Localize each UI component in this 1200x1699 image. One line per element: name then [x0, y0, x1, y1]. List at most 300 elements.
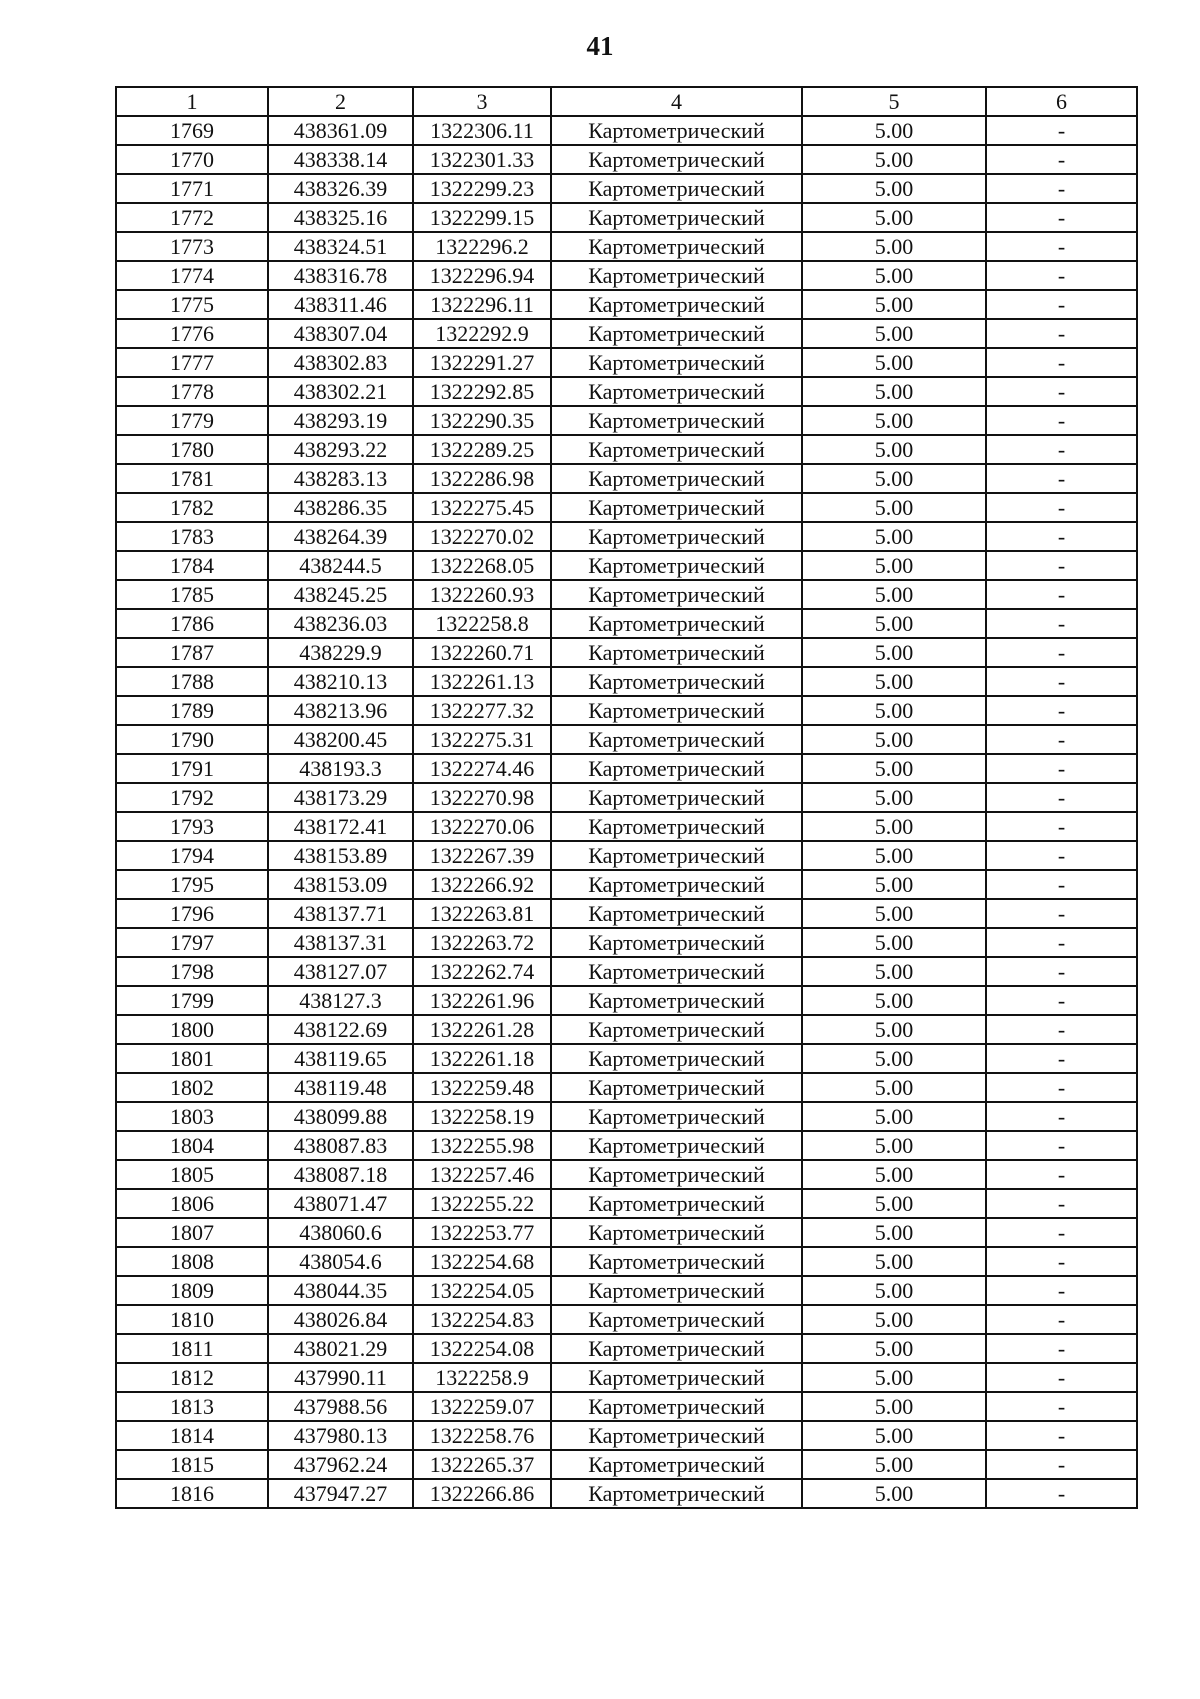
- y-coordinate-cell: 1322261.18: [413, 1044, 551, 1073]
- point-number-cell: 1795: [116, 870, 268, 899]
- description-cell: -: [986, 1334, 1137, 1363]
- method-cell: Картометрический: [551, 145, 802, 174]
- x-coordinate-cell: 438071.47: [268, 1189, 413, 1218]
- y-coordinate-cell: 1322290.35: [413, 406, 551, 435]
- accuracy-cell: 5.00: [802, 986, 986, 1015]
- x-coordinate-cell: 438122.69: [268, 1015, 413, 1044]
- description-cell: -: [986, 522, 1137, 551]
- accuracy-cell: 5.00: [802, 319, 986, 348]
- accuracy-cell: 5.00: [802, 754, 986, 783]
- point-number-cell: 1815: [116, 1450, 268, 1479]
- x-coordinate-cell: 438302.83: [268, 348, 413, 377]
- method-cell: Картометрический: [551, 609, 802, 638]
- method-cell: Картометрический: [551, 1044, 802, 1073]
- x-coordinate-cell: 438119.48: [268, 1073, 413, 1102]
- table-row: [116, 145, 1137, 174]
- y-coordinate-cell: 1322253.77: [413, 1218, 551, 1247]
- method-cell: Картометрический: [551, 812, 802, 841]
- accuracy-cell: 5.00: [802, 928, 986, 957]
- table-row: [116, 1334, 1137, 1363]
- description-cell: -: [986, 667, 1137, 696]
- point-number-cell: 1793: [116, 812, 268, 841]
- method-cell: Картометрический: [551, 1247, 802, 1276]
- table-row: [116, 986, 1137, 1015]
- accuracy-cell: 5.00: [802, 783, 986, 812]
- point-number-cell: 1770: [116, 145, 268, 174]
- x-coordinate-cell: 438210.13: [268, 667, 413, 696]
- point-number-cell: 1813: [116, 1392, 268, 1421]
- method-cell: Картометрический: [551, 841, 802, 870]
- point-number-cell: 1790: [116, 725, 268, 754]
- x-coordinate-cell: 438325.16: [268, 203, 413, 232]
- accuracy-cell: 5.00: [802, 899, 986, 928]
- table-row: [116, 812, 1137, 841]
- method-cell: Картометрический: [551, 261, 802, 290]
- method-cell: Картометрический: [551, 928, 802, 957]
- accuracy-cell: 5.00: [802, 870, 986, 899]
- description-cell: -: [986, 841, 1137, 870]
- table-row: [116, 696, 1137, 725]
- table-row: [116, 783, 1137, 812]
- accuracy-cell: 5.00: [802, 1450, 986, 1479]
- table-header-row: [116, 87, 1137, 116]
- description-cell: -: [986, 493, 1137, 522]
- accuracy-cell: 5.00: [802, 1479, 986, 1508]
- point-number-cell: 1811: [116, 1334, 268, 1363]
- method-cell: Картометрический: [551, 957, 802, 986]
- accuracy-cell: 5.00: [802, 1044, 986, 1073]
- x-coordinate-cell: 438193.3: [268, 754, 413, 783]
- point-number-cell: 1774: [116, 261, 268, 290]
- y-coordinate-cell: 1322255.98: [413, 1131, 551, 1160]
- header-cell-3: 3: [413, 87, 551, 116]
- x-coordinate-cell: 438087.18: [268, 1160, 413, 1189]
- accuracy-cell: 5.00: [802, 1334, 986, 1363]
- x-coordinate-cell: 438316.78: [268, 261, 413, 290]
- x-coordinate-cell: 437990.11: [268, 1363, 413, 1392]
- x-coordinate-cell: 438173.29: [268, 783, 413, 812]
- x-coordinate-cell: 438021.29: [268, 1334, 413, 1363]
- y-coordinate-cell: 1322258.19: [413, 1102, 551, 1131]
- table-row: [116, 1073, 1137, 1102]
- accuracy-cell: 5.00: [802, 348, 986, 377]
- accuracy-cell: 5.00: [802, 580, 986, 609]
- table-row: [116, 493, 1137, 522]
- y-coordinate-cell: 1322255.22: [413, 1189, 551, 1218]
- point-number-cell: 1801: [116, 1044, 268, 1073]
- description-cell: -: [986, 899, 1137, 928]
- table-row: [116, 1305, 1137, 1334]
- table-row: [116, 957, 1137, 986]
- point-number-cell: 1772: [116, 203, 268, 232]
- description-cell: -: [986, 232, 1137, 261]
- y-coordinate-cell: 1322289.25: [413, 435, 551, 464]
- y-coordinate-cell: 1322296.2: [413, 232, 551, 261]
- point-number-cell: 1794: [116, 841, 268, 870]
- y-coordinate-cell: 1322268.05: [413, 551, 551, 580]
- y-coordinate-cell: 1322254.83: [413, 1305, 551, 1334]
- method-cell: Картометрический: [551, 1218, 802, 1247]
- coordinates-table: [115, 86, 1138, 1509]
- description-cell: -: [986, 725, 1137, 754]
- description-cell: -: [986, 1102, 1137, 1131]
- method-cell: Картометрический: [551, 754, 802, 783]
- method-cell: Картометрический: [551, 1363, 802, 1392]
- accuracy-cell: 5.00: [802, 696, 986, 725]
- table-row: [116, 580, 1137, 609]
- point-number-cell: 1784: [116, 551, 268, 580]
- method-cell: Картометрический: [551, 899, 802, 928]
- accuracy-cell: 5.00: [802, 1247, 986, 1276]
- point-number-cell: 1778: [116, 377, 268, 406]
- description-cell: -: [986, 1363, 1137, 1392]
- y-coordinate-cell: 1322261.96: [413, 986, 551, 1015]
- x-coordinate-cell: 438229.9: [268, 638, 413, 667]
- accuracy-cell: 5.00: [802, 464, 986, 493]
- accuracy-cell: 5.00: [802, 1189, 986, 1218]
- point-number-cell: 1805: [116, 1160, 268, 1189]
- table-row: [116, 203, 1137, 232]
- point-number-cell: 1776: [116, 319, 268, 348]
- point-number-cell: 1810: [116, 1305, 268, 1334]
- point-number-cell: 1792: [116, 783, 268, 812]
- header-cell-4: 4: [551, 87, 802, 116]
- description-cell: -: [986, 348, 1137, 377]
- description-cell: -: [986, 551, 1137, 580]
- method-cell: Картометрический: [551, 870, 802, 899]
- table-row: [116, 725, 1137, 754]
- y-coordinate-cell: 1322296.11: [413, 290, 551, 319]
- x-coordinate-cell: 438244.5: [268, 551, 413, 580]
- y-coordinate-cell: 1322270.06: [413, 812, 551, 841]
- y-coordinate-cell: 1322292.9: [413, 319, 551, 348]
- table-row: [116, 1421, 1137, 1450]
- y-coordinate-cell: 1322258.76: [413, 1421, 551, 1450]
- method-cell: Картометрический: [551, 1131, 802, 1160]
- table-row: [116, 1189, 1137, 1218]
- x-coordinate-cell: 438293.19: [268, 406, 413, 435]
- table-row: [116, 1218, 1137, 1247]
- point-number-cell: 1787: [116, 638, 268, 667]
- point-number-cell: 1814: [116, 1421, 268, 1450]
- table-row: [116, 609, 1137, 638]
- description-cell: -: [986, 1015, 1137, 1044]
- table-row: [116, 435, 1137, 464]
- description-cell: -: [986, 145, 1137, 174]
- x-coordinate-cell: 438127.07: [268, 957, 413, 986]
- accuracy-cell: 5.00: [802, 493, 986, 522]
- x-coordinate-cell: 438054.6: [268, 1247, 413, 1276]
- point-number-cell: 1816: [116, 1479, 268, 1508]
- method-cell: Картометрический: [551, 435, 802, 464]
- y-coordinate-cell: 1322265.37: [413, 1450, 551, 1479]
- point-number-cell: 1802: [116, 1073, 268, 1102]
- method-cell: Картометрический: [551, 783, 802, 812]
- table-row: [116, 464, 1137, 493]
- description-cell: -: [986, 435, 1137, 464]
- y-coordinate-cell: 1322260.93: [413, 580, 551, 609]
- point-number-cell: 1788: [116, 667, 268, 696]
- accuracy-cell: 5.00: [802, 377, 986, 406]
- table-row: [116, 638, 1137, 667]
- x-coordinate-cell: 438087.83: [268, 1131, 413, 1160]
- method-cell: Картометрический: [551, 232, 802, 261]
- y-coordinate-cell: 1322261.13: [413, 667, 551, 696]
- y-coordinate-cell: 1322301.33: [413, 145, 551, 174]
- point-number-cell: 1781: [116, 464, 268, 493]
- method-cell: Картометрический: [551, 290, 802, 319]
- method-cell: Картометрический: [551, 986, 802, 1015]
- point-number-cell: 1799: [116, 986, 268, 1015]
- method-cell: Картометрический: [551, 667, 802, 696]
- method-cell: Картометрический: [551, 377, 802, 406]
- y-coordinate-cell: 1322299.23: [413, 174, 551, 203]
- table-row: [116, 870, 1137, 899]
- point-number-cell: 1773: [116, 232, 268, 261]
- accuracy-cell: 5.00: [802, 812, 986, 841]
- accuracy-cell: 5.00: [802, 1015, 986, 1044]
- table-row: [116, 1160, 1137, 1189]
- accuracy-cell: 5.00: [802, 1073, 986, 1102]
- point-number-cell: 1797: [116, 928, 268, 957]
- accuracy-cell: 5.00: [802, 203, 986, 232]
- x-coordinate-cell: 438172.41: [268, 812, 413, 841]
- y-coordinate-cell: 1322277.32: [413, 696, 551, 725]
- x-coordinate-cell: 438137.31: [268, 928, 413, 957]
- method-cell: Картометрический: [551, 116, 802, 145]
- point-number-cell: 1782: [116, 493, 268, 522]
- table-row: [116, 1276, 1137, 1305]
- accuracy-cell: 5.00: [802, 1276, 986, 1305]
- x-coordinate-cell: 438213.96: [268, 696, 413, 725]
- y-coordinate-cell: 1322267.39: [413, 841, 551, 870]
- method-cell: Картометрический: [551, 1450, 802, 1479]
- description-cell: -: [986, 116, 1137, 145]
- method-cell: Картометрический: [551, 203, 802, 232]
- description-cell: -: [986, 1218, 1137, 1247]
- accuracy-cell: 5.00: [802, 174, 986, 203]
- y-coordinate-cell: 1322254.05: [413, 1276, 551, 1305]
- x-coordinate-cell: 438153.89: [268, 841, 413, 870]
- method-cell: Картометрический: [551, 1189, 802, 1218]
- accuracy-cell: 5.00: [802, 290, 986, 319]
- description-cell: -: [986, 1131, 1137, 1160]
- description-cell: -: [986, 377, 1137, 406]
- point-number-cell: 1789: [116, 696, 268, 725]
- point-number-cell: 1803: [116, 1102, 268, 1131]
- accuracy-cell: 5.00: [802, 1305, 986, 1334]
- point-number-cell: 1771: [116, 174, 268, 203]
- table-row: [116, 928, 1137, 957]
- point-number-cell: 1812: [116, 1363, 268, 1392]
- table-row: [116, 1479, 1137, 1508]
- method-cell: Картометрический: [551, 406, 802, 435]
- point-number-cell: 1806: [116, 1189, 268, 1218]
- accuracy-cell: 5.00: [802, 1392, 986, 1421]
- y-coordinate-cell: 1322274.46: [413, 754, 551, 783]
- y-coordinate-cell: 1322286.98: [413, 464, 551, 493]
- description-cell: -: [986, 319, 1137, 348]
- method-cell: Картометрический: [551, 319, 802, 348]
- description-cell: -: [986, 1305, 1137, 1334]
- accuracy-cell: 5.00: [802, 232, 986, 261]
- description-cell: -: [986, 1392, 1137, 1421]
- y-coordinate-cell: 1322306.11: [413, 116, 551, 145]
- y-coordinate-cell: 1322258.8: [413, 609, 551, 638]
- description-cell: -: [986, 870, 1137, 899]
- x-coordinate-cell: 437980.13: [268, 1421, 413, 1450]
- method-cell: Картометрический: [551, 1102, 802, 1131]
- method-cell: Картометрический: [551, 1160, 802, 1189]
- method-cell: Картометрический: [551, 1305, 802, 1334]
- accuracy-cell: 5.00: [802, 1421, 986, 1450]
- table-row: [116, 319, 1137, 348]
- x-coordinate-cell: 438236.03: [268, 609, 413, 638]
- method-cell: Картометрический: [551, 725, 802, 754]
- description-cell: -: [986, 696, 1137, 725]
- accuracy-cell: 5.00: [802, 667, 986, 696]
- description-cell: -: [986, 1160, 1137, 1189]
- x-coordinate-cell: 438307.04: [268, 319, 413, 348]
- method-cell: Картометрический: [551, 1392, 802, 1421]
- table-row: [116, 1131, 1137, 1160]
- table-row: [116, 899, 1137, 928]
- table-row: [116, 377, 1137, 406]
- table-row: [116, 551, 1137, 580]
- point-number-cell: 1785: [116, 580, 268, 609]
- table-row: [116, 1015, 1137, 1044]
- accuracy-cell: 5.00: [802, 1131, 986, 1160]
- accuracy-cell: 5.00: [802, 957, 986, 986]
- description-cell: -: [986, 638, 1137, 667]
- table-row: [116, 1247, 1137, 1276]
- method-cell: Картометрический: [551, 638, 802, 667]
- table-row: [116, 1392, 1137, 1421]
- description-cell: -: [986, 580, 1137, 609]
- x-coordinate-cell: 438326.39: [268, 174, 413, 203]
- y-coordinate-cell: 1322266.92: [413, 870, 551, 899]
- accuracy-cell: 5.00: [802, 1218, 986, 1247]
- page-number: 41: [586, 31, 614, 61]
- method-cell: Картометрический: [551, 493, 802, 522]
- description-cell: -: [986, 203, 1137, 232]
- table-row: [116, 1363, 1137, 1392]
- accuracy-cell: 5.00: [802, 551, 986, 580]
- table-row: [116, 348, 1137, 377]
- point-number-cell: 1769: [116, 116, 268, 145]
- y-coordinate-cell: 1322259.48: [413, 1073, 551, 1102]
- point-number-cell: 1807: [116, 1218, 268, 1247]
- y-coordinate-cell: 1322299.15: [413, 203, 551, 232]
- accuracy-cell: 5.00: [802, 1160, 986, 1189]
- y-coordinate-cell: 1322291.27: [413, 348, 551, 377]
- y-coordinate-cell: 1322254.08: [413, 1334, 551, 1363]
- header-cell-6: 6: [986, 87, 1137, 116]
- accuracy-cell: 5.00: [802, 725, 986, 754]
- x-coordinate-cell: 438099.88: [268, 1102, 413, 1131]
- x-coordinate-cell: 438245.25: [268, 580, 413, 609]
- point-number-cell: 1780: [116, 435, 268, 464]
- description-cell: -: [986, 783, 1137, 812]
- description-cell: -: [986, 1247, 1137, 1276]
- header-cell-2: 2: [268, 87, 413, 116]
- point-number-cell: 1791: [116, 754, 268, 783]
- x-coordinate-cell: 437962.24: [268, 1450, 413, 1479]
- x-coordinate-cell: 438286.35: [268, 493, 413, 522]
- y-coordinate-cell: 1322275.45: [413, 493, 551, 522]
- description-cell: -: [986, 290, 1137, 319]
- table-row: [116, 290, 1137, 319]
- x-coordinate-cell: 438127.3: [268, 986, 413, 1015]
- method-cell: Картометрический: [551, 580, 802, 609]
- accuracy-cell: 5.00: [802, 116, 986, 145]
- description-cell: -: [986, 1073, 1137, 1102]
- y-coordinate-cell: 1322266.86: [413, 1479, 551, 1508]
- x-coordinate-cell: 437947.27: [268, 1479, 413, 1508]
- description-cell: -: [986, 1276, 1137, 1305]
- table-row: [116, 174, 1137, 203]
- accuracy-cell: 5.00: [802, 522, 986, 551]
- accuracy-cell: 5.00: [802, 841, 986, 870]
- point-number-cell: 1796: [116, 899, 268, 928]
- table-row: [116, 116, 1137, 145]
- description-cell: -: [986, 957, 1137, 986]
- method-cell: Картометрический: [551, 348, 802, 377]
- description-cell: -: [986, 812, 1137, 841]
- x-coordinate-cell: 438324.51: [268, 232, 413, 261]
- method-cell: Картометрический: [551, 522, 802, 551]
- description-cell: -: [986, 174, 1137, 203]
- accuracy-cell: 5.00: [802, 1102, 986, 1131]
- method-cell: Картометрический: [551, 696, 802, 725]
- description-cell: -: [986, 1189, 1137, 1218]
- description-cell: -: [986, 986, 1137, 1015]
- x-coordinate-cell: 438137.71: [268, 899, 413, 928]
- method-cell: Картометрический: [551, 1479, 802, 1508]
- point-number-cell: 1783: [116, 522, 268, 551]
- x-coordinate-cell: 437988.56: [268, 1392, 413, 1421]
- y-coordinate-cell: 1322257.46: [413, 1160, 551, 1189]
- description-cell: -: [986, 1044, 1137, 1073]
- x-coordinate-cell: 438153.09: [268, 870, 413, 899]
- description-cell: -: [986, 754, 1137, 783]
- x-coordinate-cell: 438119.65: [268, 1044, 413, 1073]
- y-coordinate-cell: 1322260.71: [413, 638, 551, 667]
- point-number-cell: 1779: [116, 406, 268, 435]
- x-coordinate-cell: 438283.13: [268, 464, 413, 493]
- accuracy-cell: 5.00: [802, 609, 986, 638]
- description-cell: -: [986, 1450, 1137, 1479]
- y-coordinate-cell: 1322263.81: [413, 899, 551, 928]
- y-coordinate-cell: 1322261.28: [413, 1015, 551, 1044]
- x-coordinate-cell: 438200.45: [268, 725, 413, 754]
- point-number-cell: 1808: [116, 1247, 268, 1276]
- header-cell-5: 5: [802, 87, 986, 116]
- x-coordinate-cell: 438361.09: [268, 116, 413, 145]
- method-cell: Картометрический: [551, 464, 802, 493]
- point-number-cell: 1800: [116, 1015, 268, 1044]
- method-cell: Картометрический: [551, 1334, 802, 1363]
- y-coordinate-cell: 1322296.94: [413, 261, 551, 290]
- table-row: [116, 841, 1137, 870]
- table-row: [116, 522, 1137, 551]
- table-row: [116, 261, 1137, 290]
- method-cell: Картометрический: [551, 1421, 802, 1450]
- description-cell: -: [986, 1479, 1137, 1508]
- y-coordinate-cell: 1322270.02: [413, 522, 551, 551]
- header-cell-1: 1: [116, 87, 268, 116]
- table-row: [116, 232, 1137, 261]
